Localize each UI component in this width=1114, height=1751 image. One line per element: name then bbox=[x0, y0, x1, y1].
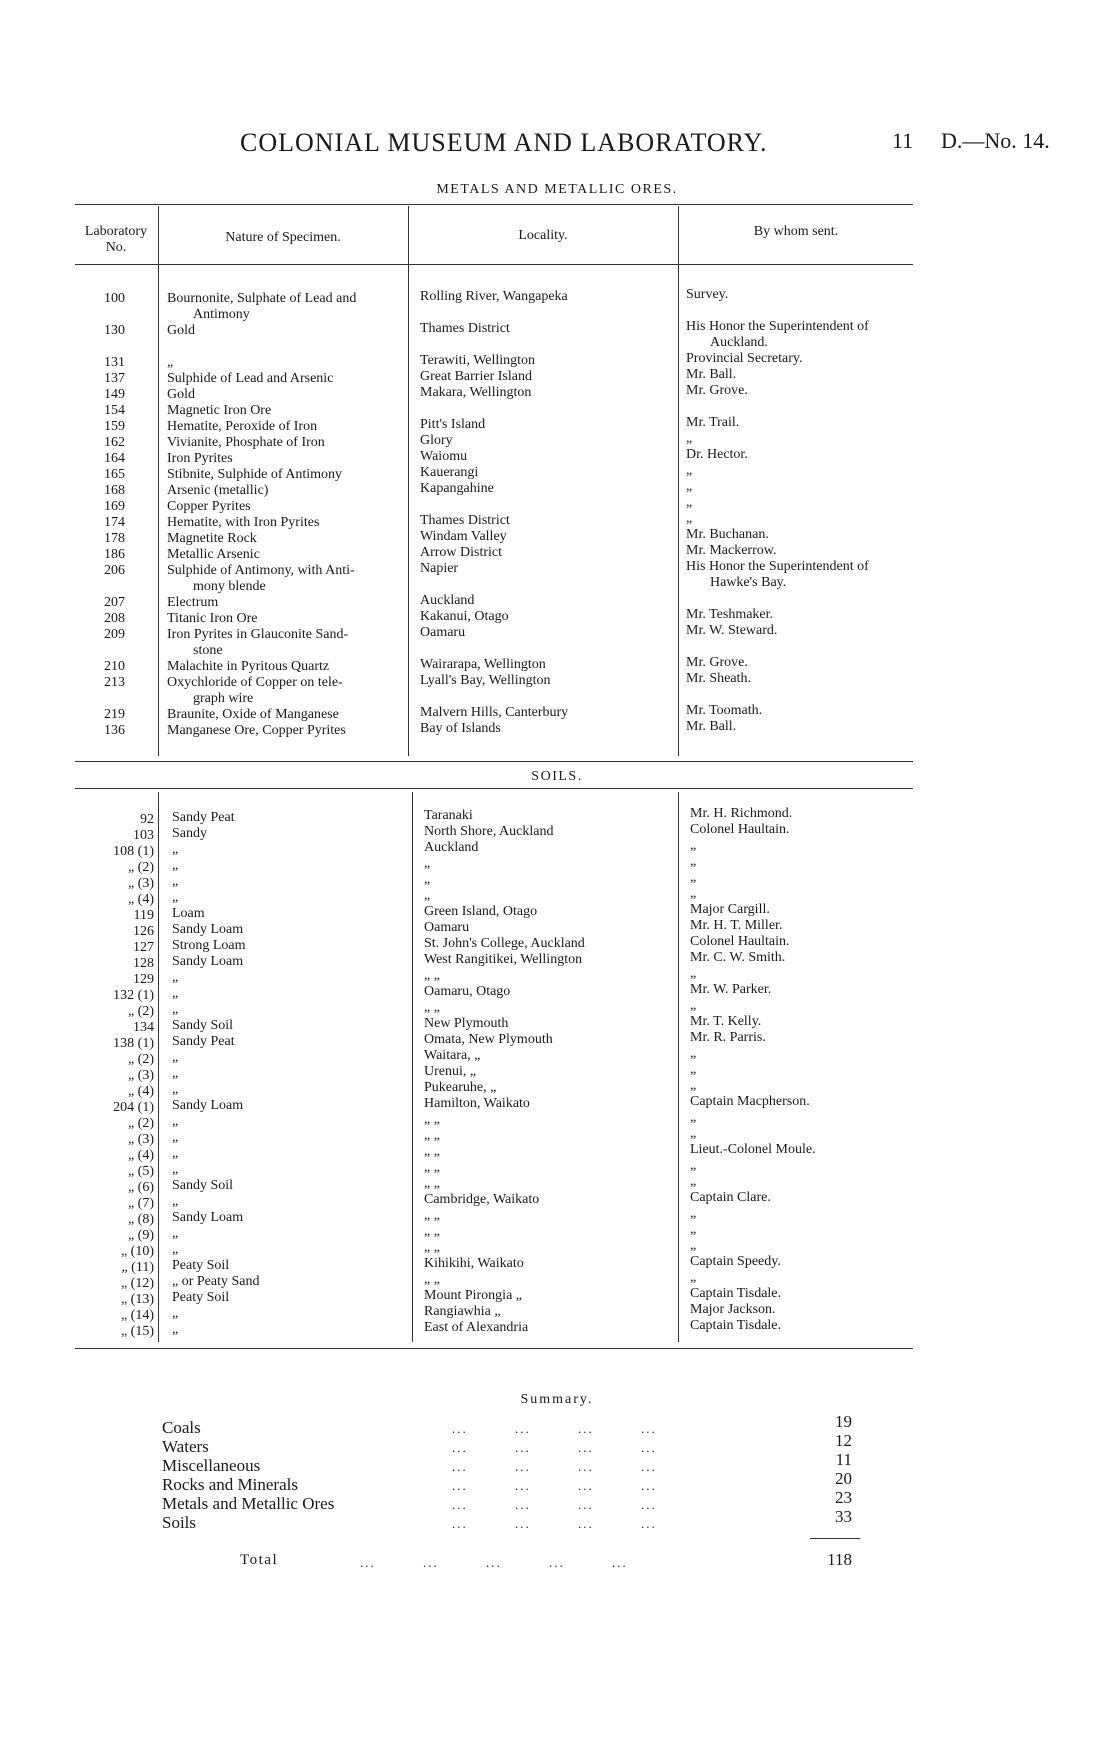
specimen-nature: Iron Pyrites in Glauconite Sand- bbox=[167, 627, 349, 642]
lab-number: „ (12) bbox=[120, 1276, 154, 1291]
soil-locality: „ „ bbox=[424, 1144, 440, 1159]
specimen-nature: graph wire bbox=[193, 691, 254, 706]
soil-sender: Major Cargill. bbox=[690, 902, 770, 917]
page-title: COLONIAL MUSEUM AND LABORATORY. bbox=[240, 128, 768, 157]
specimen-sender: Mr. W. Steward. bbox=[686, 623, 778, 638]
summary-dots: ... ... ... ... bbox=[452, 1478, 657, 1493]
specimen-locality: Waiomu bbox=[420, 449, 468, 464]
lab-number: 154 bbox=[104, 403, 125, 418]
summary-title: Summary. bbox=[520, 1392, 594, 1407]
specimen-nature: Copper Pyrites bbox=[167, 499, 251, 514]
specimen-sender: „ bbox=[686, 431, 693, 446]
specimen-sender: „ bbox=[686, 495, 693, 510]
soil-locality: „ „ bbox=[424, 1240, 440, 1255]
soil-locality: Kihikihi, Waikato bbox=[424, 1256, 524, 1271]
specimen-sender: Mr. Trail. bbox=[686, 415, 740, 430]
soil-locality: East of Alexandria bbox=[424, 1320, 529, 1335]
summary-dots: ... ... ... ... bbox=[452, 1459, 657, 1474]
specimen-locality: Arrow District bbox=[420, 545, 503, 560]
metals-top-rule bbox=[75, 204, 913, 205]
soil-nature: „ bbox=[172, 890, 179, 905]
metals-col-divider-3 bbox=[678, 206, 679, 756]
specimen-locality: Rolling River, Wangapeka bbox=[420, 289, 568, 304]
lab-number: 103 bbox=[133, 828, 154, 843]
soil-nature: „ bbox=[172, 1162, 179, 1177]
specimen-locality: Glory bbox=[420, 433, 453, 448]
soil-nature: „ bbox=[172, 1194, 179, 1209]
lab-number: 210 bbox=[104, 659, 125, 674]
soil-sender: Captain Tisdale. bbox=[690, 1318, 782, 1333]
soil-nature: Sandy Peat bbox=[172, 810, 235, 825]
soil-locality: Oamaru bbox=[424, 920, 470, 935]
specimen-sender: His Honor the Superintendent of bbox=[686, 319, 869, 334]
soil-sender: „ bbox=[690, 1110, 697, 1125]
summary-label: Soils bbox=[162, 1513, 197, 1532]
lab-number: 186 bbox=[104, 547, 125, 562]
soil-locality: North Shore, Auckland bbox=[424, 824, 554, 839]
soil-sender: Colonel Haultain. bbox=[690, 934, 790, 949]
soil-locality: Auckland bbox=[424, 840, 479, 855]
lab-number: 132 (1) bbox=[113, 988, 154, 1003]
soil-locality: Cambridge, Waikato bbox=[424, 1192, 540, 1207]
specimen-sender: His Honor the Superintendent of bbox=[686, 559, 869, 574]
soil-locality: „ bbox=[424, 888, 431, 903]
metals-col-divider-2 bbox=[408, 206, 409, 756]
col-header-locality: Locality. bbox=[518, 228, 568, 243]
lab-number: „ (2) bbox=[127, 1116, 154, 1131]
specimen-sender: Mr. Ball. bbox=[686, 719, 737, 734]
soil-locality: „ „ bbox=[424, 1224, 440, 1239]
specimen-sender: Mr. Teshmaker. bbox=[686, 607, 774, 622]
soil-nature: „ bbox=[172, 858, 179, 873]
specimen-nature: Arsenic (metallic) bbox=[167, 483, 269, 498]
specimen-nature: Vivianite, Phosphate of Iron bbox=[167, 435, 325, 450]
soil-sender: Captain Speedy. bbox=[690, 1254, 781, 1269]
metals-bottom-rule bbox=[75, 761, 913, 762]
specimen-nature: Hematite, Peroxide of Iron bbox=[167, 419, 318, 434]
summary-total-rule bbox=[810, 1538, 860, 1539]
specimen-locality: Kauerangi bbox=[420, 465, 479, 480]
specimen-nature: Magnetic Iron Ore bbox=[167, 403, 272, 418]
summary-value: 11 bbox=[835, 1450, 852, 1469]
specimen-sender: Mr. Sheath. bbox=[686, 671, 751, 686]
specimen-sender: Dr. Hector. bbox=[686, 447, 748, 462]
soil-locality: „ bbox=[424, 856, 431, 871]
soil-locality: Waitara, „ bbox=[424, 1048, 481, 1063]
lab-number: 108 (1) bbox=[113, 844, 154, 859]
lab-number: 128 bbox=[133, 956, 154, 971]
soil-sender: „ bbox=[690, 1238, 697, 1253]
summary-value: 12 bbox=[835, 1431, 852, 1450]
soil-nature: „ bbox=[172, 1082, 179, 1097]
soils-col-divider-3 bbox=[678, 792, 679, 1342]
specimen-locality: Windam Valley bbox=[420, 529, 507, 544]
specimen-nature: Oxychloride of Copper on tele- bbox=[167, 675, 343, 690]
page-number: 11 bbox=[892, 128, 914, 153]
lab-number: 134 bbox=[133, 1020, 154, 1035]
lab-number: „ (7) bbox=[127, 1196, 154, 1211]
lab-number: „ (5) bbox=[127, 1164, 154, 1179]
specimen-nature: Sulphide of Antimony, with Anti- bbox=[167, 563, 355, 578]
soil-locality: St. John's College, Auckland bbox=[424, 936, 585, 951]
specimen-nature: Malachite in Pyritous Quartz bbox=[167, 659, 330, 674]
lab-number: „ (2) bbox=[127, 860, 154, 875]
specimen-locality: Pitt's Island bbox=[420, 417, 486, 432]
metals-col-divider-1 bbox=[158, 206, 159, 756]
lab-number: 130 bbox=[104, 323, 125, 338]
document-number: D.—No. 14. bbox=[941, 128, 1050, 153]
lab-number: „ (9) bbox=[127, 1228, 154, 1243]
specimen-sender: Mr. Mackerrow. bbox=[686, 543, 777, 558]
specimen-locality: Kapangahine bbox=[420, 481, 494, 496]
soil-locality: „ bbox=[424, 872, 431, 887]
soil-locality: „ „ bbox=[424, 1176, 440, 1191]
col-header-nature: Nature of Specimen. bbox=[225, 230, 341, 245]
soil-sender: Mr. R. Parris. bbox=[690, 1030, 766, 1045]
specimen-nature: Electrum bbox=[167, 595, 219, 610]
summary-dots: ... ... ... ... bbox=[452, 1497, 657, 1512]
lab-number: „ (13) bbox=[120, 1292, 154, 1307]
specimen-locality: Great Barrier Island bbox=[420, 369, 532, 384]
lab-number: 119 bbox=[133, 908, 154, 923]
soil-nature: „ bbox=[172, 1050, 179, 1065]
lab-number: 138 (1) bbox=[113, 1036, 154, 1051]
soils-top-rule bbox=[75, 788, 913, 789]
specimen-sender: Auckland. bbox=[710, 335, 768, 350]
lab-number: 162 bbox=[104, 435, 125, 450]
soil-nature: „ bbox=[172, 1146, 179, 1161]
summary-label: Coals bbox=[162, 1418, 201, 1437]
soil-sender: „ bbox=[690, 854, 697, 869]
lab-number: 164 bbox=[104, 451, 125, 466]
soil-sender: „ bbox=[690, 1174, 697, 1189]
soil-nature: „ bbox=[172, 1002, 179, 1017]
lab-number: „ (3) bbox=[127, 876, 154, 891]
soil-sender: Colonel Haultain. bbox=[690, 822, 790, 837]
specimen-locality: Lyall's Bay, Wellington bbox=[420, 673, 551, 688]
specimen-locality: Makara, Wellington bbox=[420, 385, 532, 400]
soil-sender: Mr. W. Parker. bbox=[690, 982, 772, 997]
specimen-nature: „ bbox=[167, 355, 174, 370]
soil-nature: „ or Peaty Sand bbox=[172, 1274, 260, 1289]
lab-number: „ (3) bbox=[127, 1068, 154, 1083]
soil-nature: Sandy Loam bbox=[172, 1098, 244, 1113]
soil-locality: „ „ bbox=[424, 1000, 440, 1015]
soil-locality: Green Island, Otago bbox=[424, 904, 538, 919]
soil-sender: „ bbox=[690, 886, 697, 901]
soil-nature: Peaty Soil bbox=[172, 1290, 230, 1305]
soil-sender: Major Jackson. bbox=[690, 1302, 776, 1317]
soil-sender: „ bbox=[690, 966, 697, 981]
summary-label: Waters bbox=[162, 1437, 209, 1456]
specimen-nature: Braunite, Oxide of Manganese bbox=[167, 707, 339, 722]
specimen-locality: Oamaru bbox=[420, 625, 466, 640]
summary-label: Metals and Metallic Ores bbox=[162, 1494, 335, 1513]
summary-label: Miscellaneous bbox=[162, 1456, 261, 1475]
col-header-lab-no: Laboratory No. bbox=[84, 224, 148, 255]
specimen-nature: Titanic Iron Ore bbox=[167, 611, 258, 626]
specimen-sender: „ bbox=[686, 479, 693, 494]
soil-sender: „ bbox=[690, 1270, 697, 1285]
soils-bottom-rule bbox=[75, 1348, 913, 1349]
soil-locality: Omata, New Plymouth bbox=[424, 1032, 553, 1047]
soil-nature: „ bbox=[172, 1130, 179, 1145]
specimen-nature: Stibnite, Sulphide of Antimony bbox=[167, 467, 343, 482]
lab-number: 127 bbox=[133, 940, 154, 955]
lab-number: 169 bbox=[104, 499, 125, 514]
soil-nature: „ bbox=[172, 842, 179, 857]
soil-locality: Urenui, „ bbox=[424, 1064, 477, 1079]
specimen-nature: Hematite, with Iron Pyrites bbox=[167, 515, 320, 530]
soil-nature: Loam bbox=[172, 906, 205, 921]
soil-sender: Captain Clare. bbox=[690, 1190, 771, 1205]
soil-nature: Sandy Soil bbox=[172, 1018, 234, 1033]
specimen-locality: Thames District bbox=[420, 321, 510, 336]
soil-locality: Rangiawhia „ bbox=[424, 1304, 501, 1319]
specimen-nature: Magnetite Rock bbox=[167, 531, 257, 546]
soil-sender: Captain Tisdale. bbox=[690, 1286, 782, 1301]
summary-total-dots: ... ... ... ... ... bbox=[360, 1555, 628, 1570]
lab-number: „ (2) bbox=[127, 1052, 154, 1067]
soil-locality: „ „ bbox=[424, 1160, 440, 1175]
specimen-nature: Bournonite, Sulphate of Lead and bbox=[167, 291, 357, 306]
soil-locality: „ „ bbox=[424, 1272, 440, 1287]
soil-nature: Sandy Loam bbox=[172, 1210, 244, 1225]
lab-number: „ (8) bbox=[127, 1212, 154, 1227]
specimen-nature: Gold bbox=[167, 323, 195, 338]
soil-sender: „ bbox=[690, 1158, 697, 1173]
soil-locality: New Plymouth bbox=[424, 1016, 509, 1031]
summary-value: 23 bbox=[835, 1488, 852, 1507]
specimen-locality: Kakanui, Otago bbox=[420, 609, 509, 624]
lab-number: „ (14) bbox=[120, 1308, 154, 1323]
specimen-sender: Hawke's Bay. bbox=[710, 575, 787, 590]
lab-number: „ (6) bbox=[127, 1180, 154, 1195]
soil-sender: Mr. C. W. Smith. bbox=[690, 950, 786, 965]
specimen-locality: Auckland bbox=[420, 593, 475, 608]
specimen-sender: Mr. Grove. bbox=[686, 383, 748, 398]
lab-number: 209 bbox=[104, 627, 125, 642]
lab-number: 204 (1) bbox=[113, 1100, 154, 1115]
lab-number: 208 bbox=[104, 611, 125, 626]
soil-locality: „ „ bbox=[424, 1112, 440, 1127]
lab-number: 100 bbox=[104, 291, 125, 306]
soils-section-title: SOILS. bbox=[531, 769, 583, 784]
lab-number: „ (11) bbox=[121, 1260, 154, 1275]
soil-locality: Hamilton, Waikato bbox=[424, 1096, 530, 1111]
summary-dots: ... ... ... ... bbox=[452, 1516, 657, 1531]
specimen-nature: Iron Pyrites bbox=[167, 451, 233, 466]
col-header-sender: By whom sent. bbox=[753, 224, 839, 239]
soil-nature: „ bbox=[172, 1114, 179, 1129]
soil-sender: „ bbox=[690, 1206, 697, 1221]
soil-sender: „ bbox=[690, 1046, 697, 1061]
soil-sender: „ bbox=[690, 1078, 697, 1093]
soil-nature: Sandy Soil bbox=[172, 1178, 234, 1193]
soil-nature: „ bbox=[172, 1322, 179, 1337]
lab-number: „ (10) bbox=[120, 1244, 154, 1259]
lab-number: 137 bbox=[104, 371, 125, 386]
specimen-nature: Antimony bbox=[193, 307, 250, 322]
lab-number: „ (15) bbox=[120, 1324, 154, 1339]
lab-number: 136 bbox=[104, 723, 125, 738]
soil-sender: „ bbox=[690, 870, 697, 885]
soil-nature: „ bbox=[172, 1242, 179, 1257]
soil-nature: „ bbox=[172, 986, 179, 1001]
lab-number: 126 bbox=[133, 924, 154, 939]
soil-nature: „ bbox=[172, 1066, 179, 1081]
specimen-nature: Metallic Arsenic bbox=[167, 547, 260, 562]
specimen-locality: Terawiti, Wellington bbox=[420, 353, 536, 368]
specimen-sender: Provincial Secretary. bbox=[686, 351, 803, 366]
soil-sender: „ bbox=[690, 1222, 697, 1237]
soil-locality: West Rangitikei, Wellington bbox=[424, 952, 583, 967]
soil-nature: Sandy Loam bbox=[172, 954, 244, 969]
summary-total-label: Total bbox=[240, 1552, 279, 1568]
soil-sender: „ bbox=[690, 998, 697, 1013]
specimen-nature: Gold bbox=[167, 387, 195, 402]
specimen-locality: Wairarapa, Wellington bbox=[420, 657, 546, 672]
soil-nature: „ bbox=[172, 1226, 179, 1241]
lab-number: 165 bbox=[104, 467, 125, 482]
specimen-nature: mony blende bbox=[193, 579, 266, 594]
specimen-sender: „ bbox=[686, 511, 693, 526]
soil-locality: Mount Pirongia „ bbox=[424, 1288, 522, 1303]
lab-number: 178 bbox=[104, 531, 125, 546]
soil-locality: „ „ bbox=[424, 1128, 440, 1143]
lab-number: „ (4) bbox=[127, 892, 154, 907]
lab-number: 168 bbox=[104, 483, 125, 498]
specimen-nature: Sulphide of Lead and Arsenic bbox=[167, 371, 334, 386]
lab-number: 92 bbox=[140, 812, 154, 827]
specimen-nature: stone bbox=[193, 643, 223, 658]
soil-sender: Mr. T. Kelly. bbox=[690, 1014, 762, 1029]
soil-locality: Taranaki bbox=[424, 808, 473, 823]
soil-sender: „ bbox=[690, 1126, 697, 1141]
specimen-nature: Manganese Ore, Copper Pyrites bbox=[167, 723, 346, 738]
lab-number: „ (4) bbox=[127, 1148, 154, 1163]
soil-nature: „ bbox=[172, 1306, 179, 1321]
summary-value: 33 bbox=[835, 1507, 852, 1526]
summary-value: 19 bbox=[835, 1412, 852, 1431]
lab-number: 206 bbox=[104, 563, 125, 578]
soil-sender: Mr. H. Richmond. bbox=[690, 806, 793, 821]
soil-nature: Sandy Loam bbox=[172, 922, 244, 937]
specimen-sender: Mr. Grove. bbox=[686, 655, 748, 670]
soil-nature: „ bbox=[172, 970, 179, 985]
soil-nature: Strong Loam bbox=[172, 938, 246, 953]
specimen-locality: Napier bbox=[420, 561, 459, 576]
summary-total-value: 118 bbox=[827, 1550, 852, 1569]
summary-value: 20 bbox=[835, 1469, 852, 1488]
soil-nature: Sandy Peat bbox=[172, 1034, 235, 1049]
lab-number: 149 bbox=[104, 387, 125, 402]
specimen-sender: Mr. Buchanan. bbox=[686, 527, 769, 542]
soil-nature: „ bbox=[172, 874, 179, 889]
soils-col-divider-2 bbox=[412, 792, 413, 1342]
lab-number: „ (3) bbox=[127, 1132, 154, 1147]
soil-nature: Sandy bbox=[172, 826, 207, 841]
specimen-sender: „ bbox=[686, 463, 693, 478]
lab-number: 219 bbox=[104, 707, 125, 722]
soil-sender: Captain Macpherson. bbox=[690, 1094, 810, 1109]
soils-col-divider-1 bbox=[158, 792, 159, 1342]
soil-sender: „ bbox=[690, 838, 697, 853]
lab-number: „ (2) bbox=[127, 1004, 154, 1019]
soil-sender: „ bbox=[690, 1062, 697, 1077]
soil-sender: Lieut.-Colonel Moule. bbox=[690, 1142, 816, 1157]
summary-dots: ... ... ... ... bbox=[452, 1440, 657, 1455]
soil-locality: Pukearuhe, „ bbox=[424, 1080, 497, 1095]
specimen-sender: Mr. Toomath. bbox=[686, 703, 763, 718]
soil-locality: „ „ bbox=[424, 1208, 440, 1223]
lab-number: „ (4) bbox=[127, 1084, 154, 1099]
soil-locality: Oamaru, Otago bbox=[424, 984, 511, 999]
lab-number: 213 bbox=[104, 675, 125, 690]
soil-sender: Mr. H. T. Miller. bbox=[690, 918, 783, 933]
lab-number: 174 bbox=[104, 515, 125, 530]
soil-nature: Peaty Soil bbox=[172, 1258, 230, 1273]
specimen-sender: Mr. Ball. bbox=[686, 367, 737, 382]
metals-header-rule bbox=[75, 264, 913, 265]
specimen-sender: Survey. bbox=[686, 287, 729, 302]
summary-dots: ... ... ... ... bbox=[452, 1421, 657, 1436]
metals-section-title: METALS AND METALLIC ORES. bbox=[436, 182, 678, 197]
summary-label: Rocks and Minerals bbox=[162, 1475, 298, 1494]
soil-locality: „ „ bbox=[424, 968, 440, 983]
specimen-locality: Bay of Islands bbox=[420, 721, 501, 736]
specimen-locality: Malvern Hills, Canterbury bbox=[420, 705, 569, 720]
lab-number: 131 bbox=[104, 355, 125, 370]
lab-number: 159 bbox=[104, 419, 125, 434]
lab-number: 207 bbox=[104, 595, 125, 610]
specimen-locality: Thames District bbox=[420, 513, 510, 528]
lab-number: 129 bbox=[133, 972, 154, 987]
